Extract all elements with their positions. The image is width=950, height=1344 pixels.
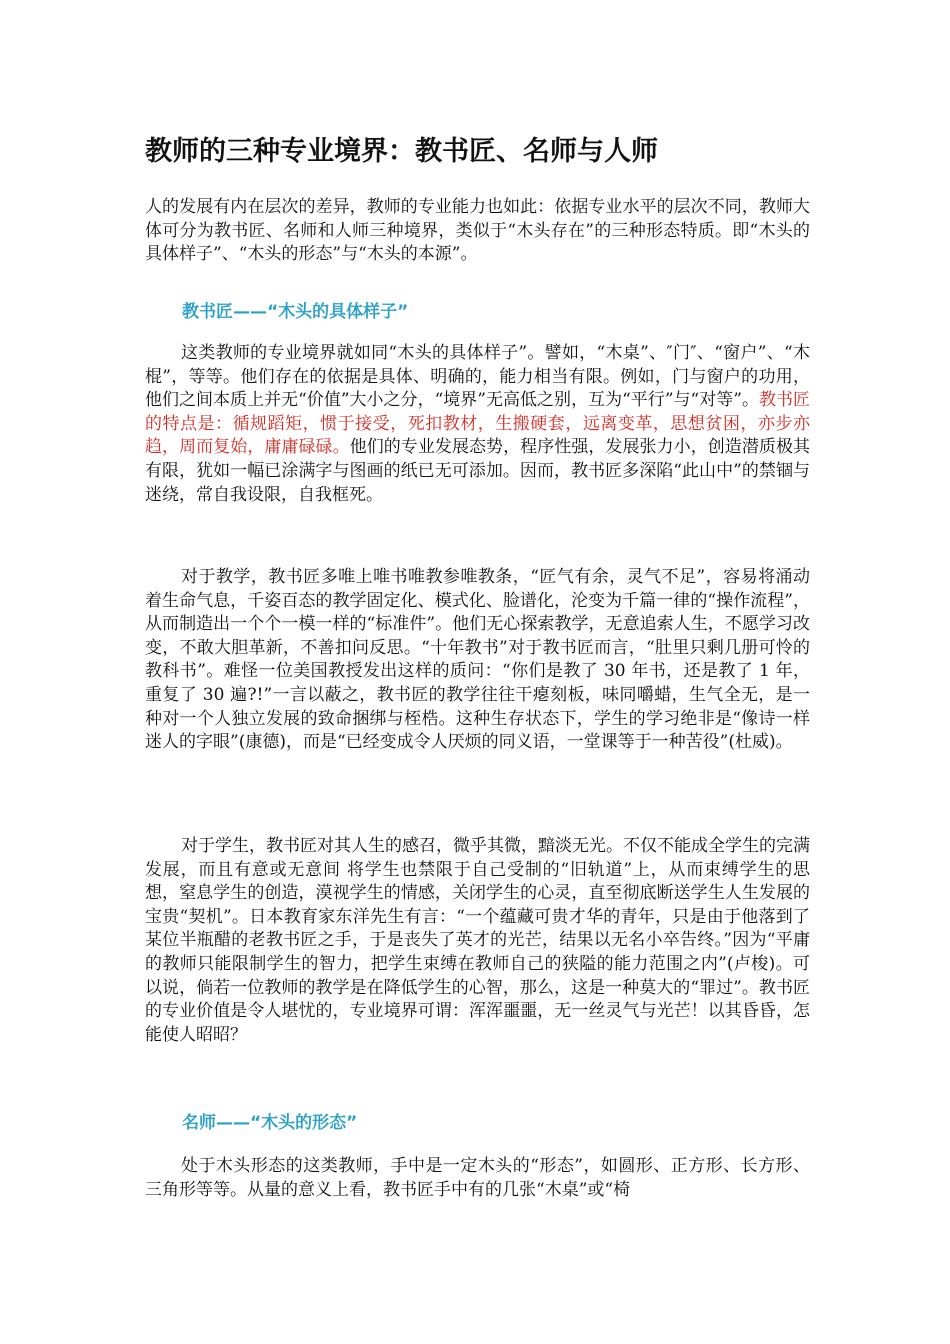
craftsman-p1-continued: 他们的专业发展态势，程序性强，发展张力小，创造潜质极其有限，犹如一幅已涂满字与图画的纸已无可添加。因而，教书匠多深陷“此山中”的禁锢与迷绕，常自我设限，自我框死。	[145, 437, 811, 505]
intro-paragraph: 人的发展有内在层次的差异，教师的专业能力也如此：依据专业水平的层次不同，教师大体可分为教书匠、名师和人师三种境界，类似于“木头存在”的三种形态特质。即“木头的具体样子”、“木头的形态”与“木头的本源”。	[145, 197, 810, 265]
famous-teacher-paragraph-1: 处于木头形态的这类教师，手中是一定木头的“形态”，如圆形、正方形、长方形、三角形等等。从量的意义上看，教书匠手中有的几张“木桌”或“椅	[145, 1156, 810, 1200]
document-title: 教师的三种专业境界：教书匠、名师与人师	[145, 136, 658, 167]
craftsman-paragraph-1	[145, 342, 810, 507]
section-heading-craftsman: 教书匠——“木头的具体样子”	[182, 302, 409, 322]
craftsman-paragraph-3: 对于学生，教书匠对其人生的感召，微乎其微，黯淡无光。不仅不能成全学生的完满发展，而且有意或无意间 将学生也禁限于自己受制的“旧轨道”上，从而束缚学生的思想，窒息学生的创造，漠视学生的情感，关闭学生的心灵，直至彻底断送学生人生发展的宝贵“契机”。日本教育家东洋先生有言：“一个蕴藏可贵才华的青年，只是由于他落到了某位半瓶醋的老教书匠之手，于是丧失了英才的光芒，结果以无名小卒告终。”因为“平庸的教师只能限制学生的智力，把学生束缚在教师自己的狭隘的能力范围之内”(卢梭)。可以说，倘若一位教师的教学是在降低学生的心智，那么，这是一种莫大的“罪过”。教书匠的专业价值是令人堪忧的，专业境界可谓：浑浑噩噩，无一丝灵气与光芒！以其昏昏，怎能使人昭昭？	[145, 836, 810, 1045]
craftsman-p1-text: 这类教师的专业境界就如同“木头的具体样子”。譬如，“木桌”、″门″、“窗户”、“木棍”，等等。他们存在的依据是具体、明确的，能力相当有限。例如，门与窗户的功用，他们之间本质上并无“价值”大小之分，“境界”无高低之别，互为“平行”与“对等”。	[145, 343, 810, 411]
craftsman-paragraph-2: 对于教学，教书匠多唯上唯书唯教参唯教条，“匠气有余，灵气不足”，容易将涌动着生命气息，千姿百态的教学固定化、模式化、脸谱化，沦变为千篇一律的“操作流程”，从而制造出一个个一模一样的“标准件”。他们无心探索教学，无意追索人生，不愿学习改变，不敢大胆革新，不善扣问反思。“十年教书”对于教书匠而言，“肚里只剩几册可怜的教科书”。难怪一位美国教授发出这样的质问：“你们是教了 30 年书，还是教了 1 年，重复了 30 遍?!”一言以蔽之，教书匠的教学往往干瘪刻板，味同嚼蜡，生气全无，是一种对一个人独立发展的致命捆绑与桎梏。这种生存状态下，学生的学习绝非是“像诗一样迷人的字眼”(康德)，而是“已经变成令人厌烦的同义语，一堂课等于一种苦役”(杜威)。	[145, 567, 810, 753]
section-heading-famous-teacher: 名师——“木头的形态”	[182, 1113, 358, 1133]
craftsman-traits-highlight: 教书匠的特点是：循规蹈矩，惯于接受，死扣教材，生搬硬套，远离变革，思想贫困，亦步亦趋，周而复始，庸庸碌碌。	[145, 390, 811, 458]
